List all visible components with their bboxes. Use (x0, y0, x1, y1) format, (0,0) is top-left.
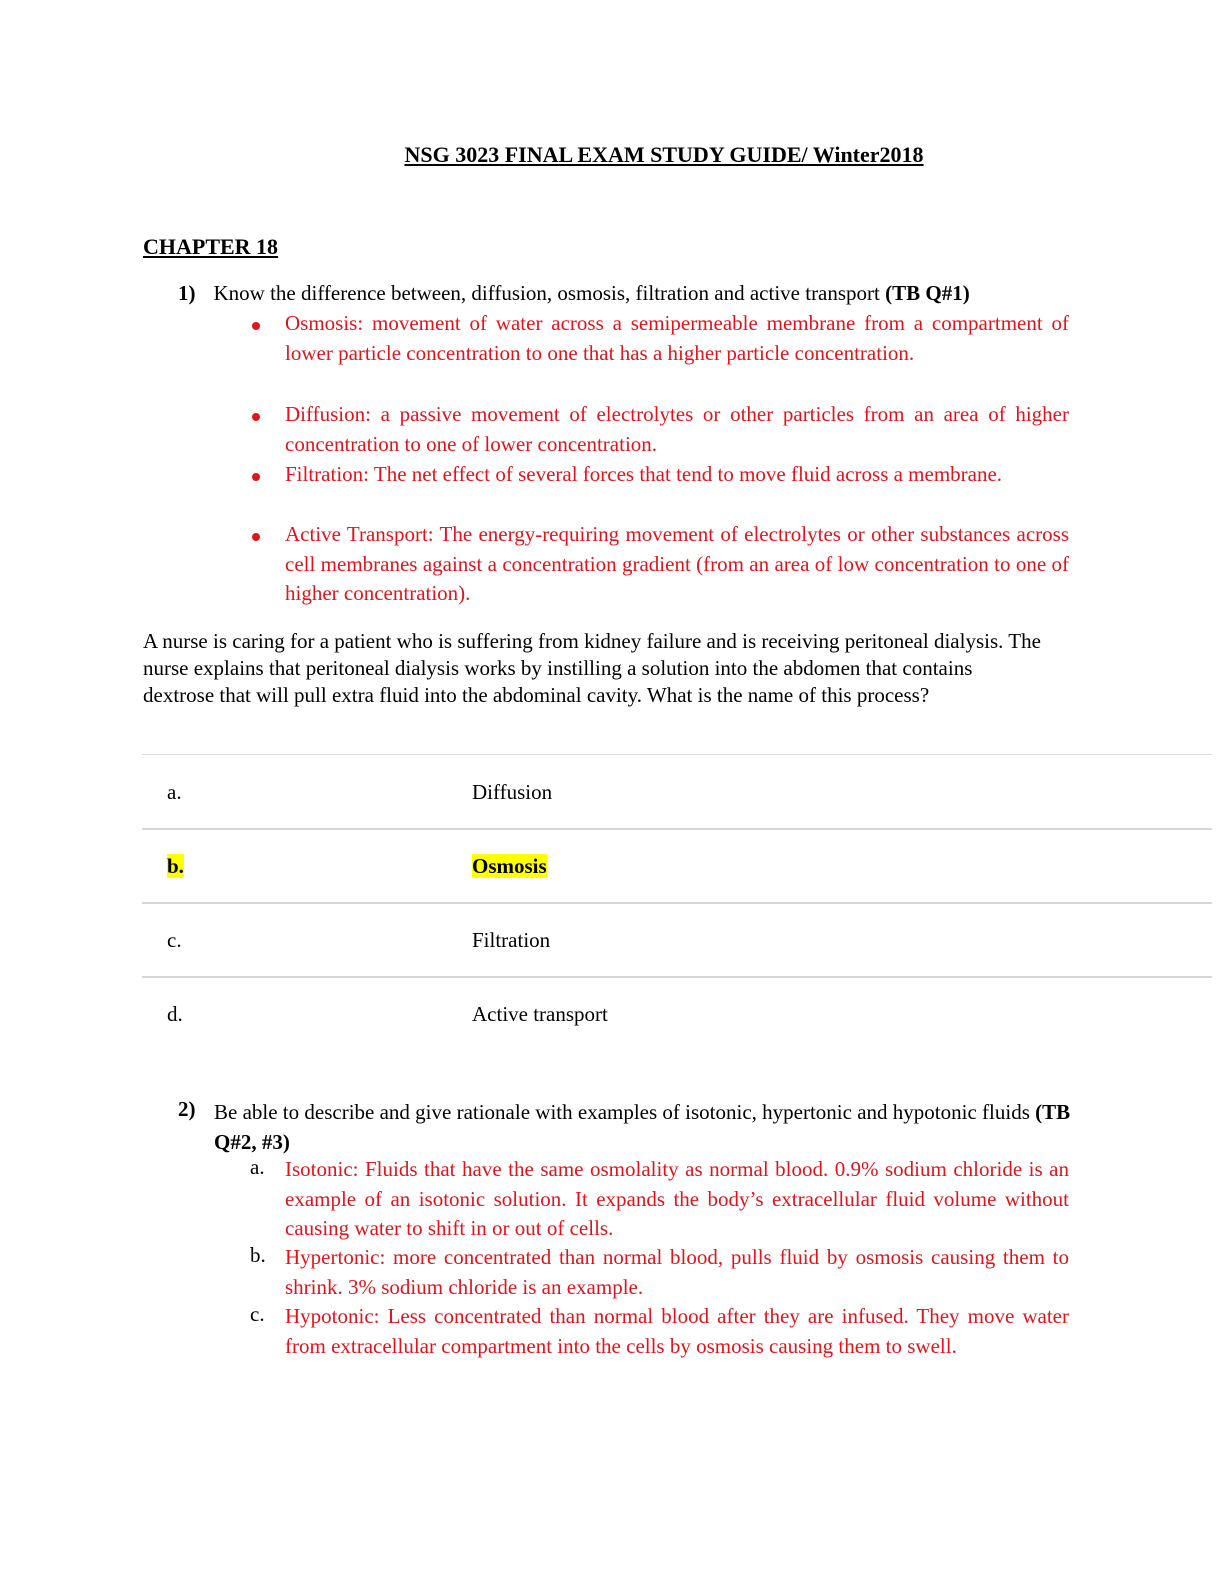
bullet-icon (252, 322, 260, 330)
question-stem: A nurse is caring for a patient who is suffering from kidney failure and is receiving peritoneal dialysis. The nurse explains that peritoneal dialysis works by instilling a solution into the abdomen that contains dextrose that will pull extra fluid into the abdominal cavity. What is the name of this process? (143, 629, 1041, 707)
table-divider (142, 902, 1212, 904)
option-text-b-correct: Osmosis (472, 854, 547, 878)
q2-heading (214, 1097, 1074, 1157)
q2-text: Be able to describe and give rationale with examples of isotonic, hypertonic and hypotonic fluids (214, 1100, 1036, 1124)
q2-item-hypotonic: Hypotonic: Less concentrated than normal blood after they are infused. They move water from extracellular compartment into the cells by osmosis causing them to swell. (285, 1304, 1069, 1358)
bullet-filtration: Filtration: The net effect of several forces that tend to move fluid across a membrane. (285, 462, 1003, 486)
option-letter-c: c. (167, 928, 182, 952)
option-letter-b-correct: b. (167, 854, 184, 878)
q2-number: 2) (178, 1097, 196, 1121)
q2-letter-a: a. (250, 1155, 265, 1179)
document-title: NSG 3023 FINAL EXAM STUDY GUIDE/ Winter2018 (404, 142, 924, 167)
q1-text: Know the difference between, diffusion, osmosis, filtration and active transport (213, 281, 886, 305)
q2-letter-b: b. (250, 1243, 266, 1267)
option-text-d: Active transport (472, 1002, 608, 1026)
bullet-icon (252, 473, 260, 481)
q2-item-hypertonic: Hypertonic: more concentrated than normal blood, pulls fluid by osmosis causing them to shrink. 3% sodium chloride is an example. (285, 1245, 1069, 1299)
option-letter-d: d. (167, 1002, 183, 1026)
q1-number: 1) (178, 281, 196, 305)
bullet-osmosis: Osmosis: movement of water across a semipermeable membrane from a compartment of lower particle concentration to one that has a higher particle concentration. (285, 311, 1069, 365)
option-text-a: Diffusion (472, 780, 553, 804)
table-divider (142, 828, 1212, 830)
table-divider (142, 754, 1212, 755)
option-text-c: Filtration (472, 928, 551, 952)
option-letter-a: a. (167, 780, 182, 804)
q2-number-wrap (178, 1097, 196, 1122)
bullet-active-transport: Active Transport: The energy-requiring movement of electrolytes or other substances across cell membranes against a concentration gradient (from an area of low concentration to one of higher concentration). (285, 522, 1069, 605)
q1-ref: (TB Q#1) (885, 281, 970, 305)
table-divider (142, 976, 1212, 978)
q2-letter-c: c. (250, 1302, 265, 1326)
q1-heading (178, 281, 1078, 306)
bullet-diffusion: Diffusion: a passive movement of electrolytes or other particles from an area of higher concentration to one of lower concentration. (285, 402, 1069, 456)
bullet-icon (252, 413, 260, 421)
q2-ref: (TB Q#2, #3) (214, 1100, 1071, 1154)
chapter-heading: CHAPTER 18 (143, 234, 279, 259)
q2-item-isotonic: Isotonic: Fluids that have the same osmolality as normal blood. 0.9% sodium chloride is an example of an isotonic solution. It expands the body’s extracellular fluid volume without causing water to shift in or out of cells. (285, 1157, 1069, 1240)
bullet-icon (252, 533, 260, 541)
